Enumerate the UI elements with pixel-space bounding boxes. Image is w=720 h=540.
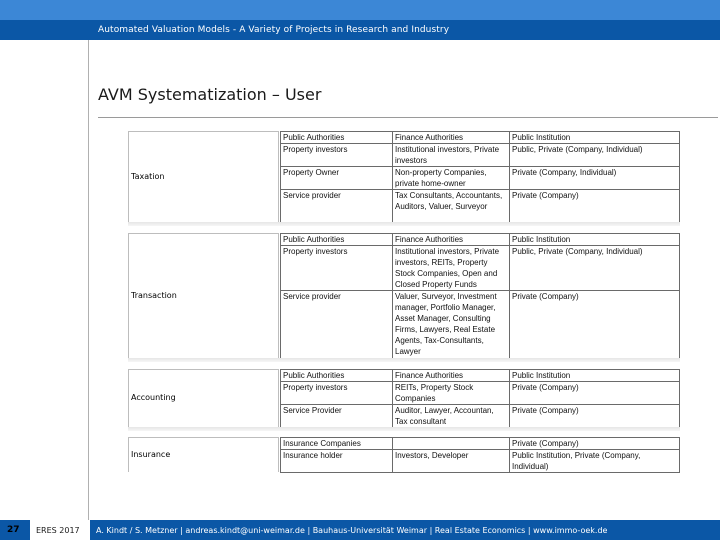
category-label: Accounting (131, 393, 176, 402)
table-cell: Service provider (281, 190, 393, 224)
table-cell: Public Authorities (281, 370, 393, 382)
slide-title: AVM Systematization – User (98, 85, 322, 104)
table-cell: Property investors (281, 382, 393, 405)
table-cell: Public Institution (510, 370, 680, 382)
footer-info: A. Kindt / S. Metzner | andreas.kindt@uni-weimar.de | Bauhaus-Universität Weimar | Real Estate Economics | www.immo-oek.de (96, 526, 608, 535)
table-cell: Service provider (281, 291, 393, 359)
block-separator (128, 427, 680, 431)
table-row (281, 438, 680, 450)
users-table (280, 437, 680, 473)
table-cell: Service Provider (281, 405, 393, 428)
footer-info-bar (90, 520, 720, 540)
table-row (281, 234, 680, 246)
block-separator (128, 222, 680, 226)
table-cell: Non-property Companies, private home-owner (393, 167, 510, 190)
table-row (281, 450, 680, 473)
users-table (280, 369, 680, 428)
table-row (281, 144, 680, 167)
table-cell: Institutional investors, Private investors (393, 144, 510, 167)
table-row (281, 291, 680, 359)
table-cell: Insurance Companies (281, 438, 393, 450)
category-label: Taxation (131, 172, 165, 181)
category-label: Transaction (131, 291, 177, 300)
table-cell: Public Institution, Private (Company, Individual) (510, 450, 680, 473)
table-cell: Valuer, Surveyor, Investment manager, Portfolio Manager, Asset Manager, Consulting Firms, Lawyers, Real Estate Agents, Tax-Consultants, Lawyer (393, 291, 510, 359)
table-cell: Property investors (281, 246, 393, 291)
table-cell: Finance Authorities (393, 234, 510, 246)
title-underline (98, 117, 718, 118)
table-cell: Private (Company) (510, 291, 680, 359)
footer (0, 520, 720, 540)
table-cell: Private (Company) (510, 438, 680, 450)
table-cell: REITs, Property Stock Companies (393, 382, 510, 405)
table-cell: Property investors (281, 144, 393, 167)
table-cell (393, 438, 510, 450)
table-cell: Public Institution (510, 234, 680, 246)
table-block-transaction (128, 233, 680, 358)
table-block-taxation (128, 131, 680, 222)
table-cell: Public, Private (Company, Individual) (510, 144, 680, 167)
left-divider-line (88, 40, 89, 520)
table-cell: Public Authorities (281, 234, 393, 246)
table-cell: Private (Company) (510, 190, 680, 224)
table-cell: Auditor, Lawyer, Accountan, Tax consultant (393, 405, 510, 428)
table-row (281, 370, 680, 382)
users-table (280, 233, 680, 359)
table-row (281, 246, 680, 291)
table-cell: Private (Company) (510, 382, 680, 405)
top-accent-bar (0, 0, 720, 20)
table-cell: Property Owner (281, 167, 393, 190)
conference-label: ERES 2017 (36, 526, 80, 535)
table-row (281, 405, 680, 428)
table-cell: Investors, Developer (393, 450, 510, 473)
presentation-subtitle: Automated Valuation Models - A Variety of Projects in Research and Industry (98, 25, 450, 35)
table-block-accounting (128, 369, 680, 427)
page-number-box (0, 520, 30, 540)
table-row (281, 132, 680, 144)
table-cell: Institutional investors, Private investors, REITs, Property Stock Companies, Open and Closed Property Funds (393, 246, 510, 291)
table-cell: Private (Company) (510, 405, 680, 428)
table-cell: Public Institution (510, 132, 680, 144)
table-block-insurance (128, 437, 680, 472)
page-number: 27 (7, 525, 20, 535)
table-cell: Public, Private (Company, Individual) (510, 246, 680, 291)
table-cell: Finance Authorities (393, 132, 510, 144)
table-cell: Private (Company, Individual) (510, 167, 680, 190)
header-bar (0, 20, 720, 40)
table-cell: Finance Authorities (393, 370, 510, 382)
table-cell: Tax Consultants, Accountants, Auditors, Valuer, Surveyor (393, 190, 510, 224)
table-cell: Public Authorities (281, 132, 393, 144)
category-label: Insurance (131, 450, 171, 459)
users-table (280, 131, 680, 224)
table-row (281, 190, 680, 224)
block-separator (128, 358, 680, 362)
table-row (281, 167, 680, 190)
table-cell: Insurance holder (281, 450, 393, 473)
table-row (281, 382, 680, 405)
